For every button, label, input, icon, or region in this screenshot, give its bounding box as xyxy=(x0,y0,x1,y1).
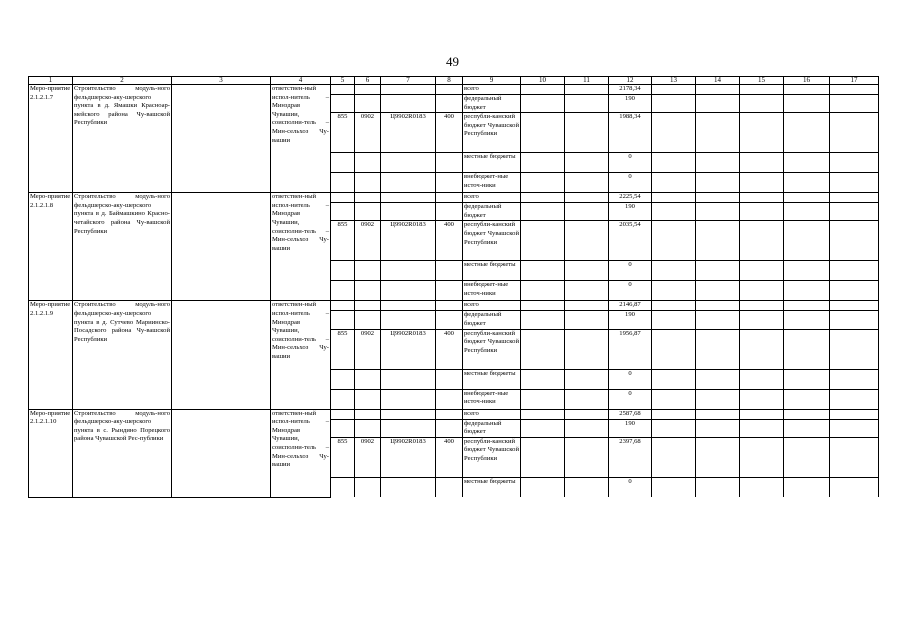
vr-code: 400 xyxy=(436,329,463,369)
empty-cell xyxy=(740,419,784,437)
empty-cell xyxy=(521,173,565,193)
budget-table xyxy=(28,76,879,498)
amount-value: 190 xyxy=(609,419,652,437)
page-number: 49 xyxy=(446,54,459,69)
executor: ответствен-ный испол-нитель – Минздрав Чувашии, соисполни-тель – Мин-сельхоз Чу-вашии xyxy=(271,85,331,193)
csr-code: Ц9902R0183 xyxy=(381,113,436,153)
empty-cell xyxy=(784,329,830,369)
empty-cell xyxy=(696,437,740,477)
amount-value: 190 xyxy=(609,311,652,329)
empty-cell xyxy=(652,369,696,389)
empty-cell xyxy=(331,281,355,301)
table-row xyxy=(29,85,879,95)
empty-cell xyxy=(565,193,609,203)
empty-cell xyxy=(830,419,879,437)
amount-value: 1956,87 xyxy=(609,329,652,369)
empty-cell xyxy=(830,477,879,497)
empty-cell xyxy=(436,193,463,203)
empty-cell xyxy=(652,311,696,329)
table-row xyxy=(29,193,879,203)
empty-cell xyxy=(521,301,565,311)
empty-cell xyxy=(521,409,565,419)
empty-cell xyxy=(652,203,696,221)
funding-source: местные бюджеты xyxy=(463,261,521,281)
column-header: 13 xyxy=(652,77,696,85)
funding-source: внебюджет-ные источ-ники xyxy=(463,173,521,193)
activity-id: Меро-приятие 2.1.2.1.10 xyxy=(29,409,73,497)
empty-cell xyxy=(830,281,879,301)
empty-cell xyxy=(436,419,463,437)
empty-cell xyxy=(355,203,381,221)
empty-cell xyxy=(331,409,355,419)
empty-cell xyxy=(355,281,381,301)
empty-cell xyxy=(565,203,609,221)
column-header: 8 xyxy=(436,77,463,85)
empty-cell xyxy=(652,409,696,419)
executor: ответствен-ный испол-нитель – Минздрав Чувашии, соисполни-тель – Мин-сельхоз Чу-вашии xyxy=(271,409,331,497)
empty-cell xyxy=(521,113,565,153)
empty-cell xyxy=(830,153,879,173)
empty-cell xyxy=(331,153,355,173)
funding-source: республи-канский бюджет Чувашской Республики xyxy=(463,221,521,261)
empty-cell xyxy=(830,301,879,311)
empty-cell xyxy=(436,85,463,95)
empty-cell xyxy=(740,193,784,203)
empty-cell xyxy=(784,153,830,173)
empty-cell xyxy=(355,153,381,173)
empty-cell xyxy=(381,419,436,437)
empty-cell xyxy=(652,329,696,369)
empty-cell xyxy=(696,193,740,203)
empty-cell xyxy=(331,173,355,193)
empty-cell xyxy=(521,437,565,477)
csr-code: Ц9902R0183 xyxy=(381,221,436,261)
funding-source: всего xyxy=(463,301,521,311)
empty-cell xyxy=(331,261,355,281)
empty-cell xyxy=(436,203,463,221)
empty-cell xyxy=(381,261,436,281)
activity-id: Меро-приятие 2.1.2.1.7 xyxy=(29,85,73,193)
vr-code: 400 xyxy=(436,221,463,261)
amount-value: 0 xyxy=(609,173,652,193)
empty-cell xyxy=(652,437,696,477)
empty-cell xyxy=(565,477,609,497)
empty-cell xyxy=(784,369,830,389)
funding-source: федеральный бюджет xyxy=(463,311,521,329)
empty-cell xyxy=(652,95,696,113)
empty-cell xyxy=(436,95,463,113)
amount-value: 2225,54 xyxy=(609,193,652,203)
column-header: 16 xyxy=(784,77,830,85)
empty-cell xyxy=(521,203,565,221)
empty-cell xyxy=(652,153,696,173)
empty-cell xyxy=(696,477,740,497)
funding-source: федеральный бюджет xyxy=(463,203,521,221)
executor: ответствен-ный испол-нитель – Минздрав Чувашии, соисполни-тель – Мин-сельхоз Чу-вашии xyxy=(271,193,331,301)
empty-cell xyxy=(521,281,565,301)
empty-cell xyxy=(696,221,740,261)
empty-cell xyxy=(331,389,355,409)
header-row xyxy=(29,77,879,85)
table-row xyxy=(29,301,879,311)
empty-cell xyxy=(355,95,381,113)
empty-cell xyxy=(652,301,696,311)
empty-cell xyxy=(436,477,463,497)
amount-value: 1988,34 xyxy=(609,113,652,153)
column-header: 9 xyxy=(463,77,521,85)
empty-cell xyxy=(172,193,271,301)
empty-cell xyxy=(355,477,381,497)
empty-cell xyxy=(521,193,565,203)
empty-cell xyxy=(436,409,463,419)
funding-source: федеральный бюджет xyxy=(463,95,521,113)
empty-cell xyxy=(784,95,830,113)
empty-cell xyxy=(331,477,355,497)
empty-cell xyxy=(784,477,830,497)
empty-cell xyxy=(521,389,565,409)
empty-cell xyxy=(740,301,784,311)
activity-name: Строительство модуль-ного фельдшерско-аку-шерского пункта в д. Сутчево Мариинско-Посадского района Чу-вашской Республики xyxy=(73,301,172,409)
column-header: 6 xyxy=(355,77,381,85)
column-header: 15 xyxy=(740,77,784,85)
empty-cell xyxy=(565,153,609,173)
empty-cell xyxy=(565,113,609,153)
grbs-code: 855 xyxy=(331,329,355,369)
empty-cell xyxy=(696,95,740,113)
empty-cell xyxy=(436,301,463,311)
amount-value: 190 xyxy=(609,203,652,221)
empty-cell xyxy=(436,369,463,389)
empty-cell xyxy=(355,409,381,419)
empty-cell xyxy=(740,173,784,193)
empty-cell xyxy=(172,85,271,193)
empty-cell xyxy=(355,389,381,409)
empty-cell xyxy=(381,369,436,389)
empty-cell xyxy=(696,301,740,311)
vr-code: 400 xyxy=(436,113,463,153)
empty-cell xyxy=(830,173,879,193)
empty-cell xyxy=(381,311,436,329)
empty-cell xyxy=(521,85,565,95)
empty-cell xyxy=(784,301,830,311)
empty-cell xyxy=(696,261,740,281)
funding-source: республи-канский бюджет Чувашской Республики xyxy=(463,329,521,369)
empty-cell xyxy=(696,281,740,301)
empty-cell xyxy=(740,203,784,221)
rzpr-code: 0902 xyxy=(355,437,381,477)
empty-cell xyxy=(784,389,830,409)
column-header: 11 xyxy=(565,77,609,85)
empty-cell xyxy=(784,85,830,95)
empty-cell xyxy=(652,261,696,281)
empty-cell xyxy=(830,389,879,409)
empty-cell xyxy=(784,261,830,281)
rzpr-code: 0902 xyxy=(355,329,381,369)
amount-value: 0 xyxy=(609,477,652,497)
empty-cell xyxy=(740,329,784,369)
empty-cell xyxy=(436,389,463,409)
table-row xyxy=(29,409,879,419)
empty-cell xyxy=(740,113,784,153)
empty-cell xyxy=(740,153,784,173)
empty-cell xyxy=(565,281,609,301)
column-header: 14 xyxy=(696,77,740,85)
empty-cell xyxy=(331,203,355,221)
amount-value: 0 xyxy=(609,369,652,389)
amount-value: 2035,54 xyxy=(609,221,652,261)
empty-cell xyxy=(652,173,696,193)
empty-cell xyxy=(521,221,565,261)
empty-cell xyxy=(830,95,879,113)
empty-cell xyxy=(521,95,565,113)
empty-cell xyxy=(784,409,830,419)
empty-cell xyxy=(652,389,696,409)
activity-name: Строительство модуль-ного фельдшерско-аку-шерского пункта в д. Ямашки Красноар-мейского района Чу-вашской Республики xyxy=(73,85,172,193)
empty-cell xyxy=(652,477,696,497)
empty-cell xyxy=(565,221,609,261)
empty-cell xyxy=(331,95,355,113)
empty-cell xyxy=(565,311,609,329)
vr-code: 400 xyxy=(436,437,463,477)
empty-cell xyxy=(740,369,784,389)
empty-cell xyxy=(652,419,696,437)
amount-value: 0 xyxy=(609,281,652,301)
empty-cell xyxy=(355,261,381,281)
empty-cell xyxy=(436,261,463,281)
empty-cell xyxy=(521,419,565,437)
empty-cell xyxy=(740,311,784,329)
empty-cell xyxy=(355,301,381,311)
grbs-code: 855 xyxy=(331,221,355,261)
empty-cell xyxy=(381,85,436,95)
empty-cell xyxy=(740,95,784,113)
rzpr-code: 0902 xyxy=(355,221,381,261)
funding-source: всего xyxy=(463,193,521,203)
empty-cell xyxy=(784,281,830,301)
empty-cell xyxy=(436,153,463,173)
funding-source: республи-канский бюджет Чувашской Республики xyxy=(463,437,521,477)
activity-id: Меро-приятие 2.1.2.1.9 xyxy=(29,301,73,409)
empty-cell xyxy=(381,95,436,113)
column-header: 7 xyxy=(381,77,436,85)
empty-cell xyxy=(652,193,696,203)
empty-cell xyxy=(172,409,271,497)
activity-name: Строительство модуль-ного фельдшерско-аку-шерского пункта в д. Баймашкино Красно-четайского района Чу-вашской Республики xyxy=(73,193,172,301)
empty-cell xyxy=(652,221,696,261)
empty-cell xyxy=(830,193,879,203)
column-header: 2 xyxy=(73,77,172,85)
empty-cell xyxy=(784,113,830,153)
column-header: 12 xyxy=(609,77,652,85)
activity-id: Меро-приятие 2.1.2.1.8 xyxy=(29,193,73,301)
empty-cell xyxy=(740,409,784,419)
empty-cell xyxy=(830,409,879,419)
empty-cell xyxy=(652,113,696,153)
empty-cell xyxy=(565,301,609,311)
empty-cell xyxy=(784,419,830,437)
empty-cell xyxy=(436,311,463,329)
funding-source: всего xyxy=(463,85,521,95)
empty-cell xyxy=(740,281,784,301)
empty-cell xyxy=(565,437,609,477)
empty-cell xyxy=(565,419,609,437)
empty-cell xyxy=(696,329,740,369)
empty-cell xyxy=(696,153,740,173)
empty-cell xyxy=(565,95,609,113)
empty-cell xyxy=(381,281,436,301)
empty-cell xyxy=(652,85,696,95)
rzpr-code: 0902 xyxy=(355,113,381,153)
empty-cell xyxy=(830,329,879,369)
empty-cell xyxy=(652,281,696,301)
funding-source: местные бюджеты xyxy=(463,477,521,497)
empty-cell xyxy=(830,221,879,261)
empty-cell xyxy=(784,311,830,329)
amount-value: 2146,87 xyxy=(609,301,652,311)
amount-value: 2397,68 xyxy=(609,437,652,477)
empty-cell xyxy=(784,203,830,221)
empty-cell xyxy=(565,261,609,281)
empty-cell xyxy=(521,261,565,281)
funding-source: местные бюджеты xyxy=(463,153,521,173)
empty-cell xyxy=(784,221,830,261)
funding-source: республи-канский бюджет Чувашской Республики xyxy=(463,113,521,153)
empty-cell xyxy=(740,221,784,261)
empty-cell xyxy=(696,419,740,437)
csr-code: Ц9902R0183 xyxy=(381,437,436,477)
grbs-code: 855 xyxy=(331,113,355,153)
empty-cell xyxy=(355,173,381,193)
empty-cell xyxy=(830,113,879,153)
empty-cell xyxy=(436,173,463,193)
empty-cell xyxy=(331,85,355,95)
amount-value: 0 xyxy=(609,389,652,409)
empty-cell xyxy=(830,369,879,389)
empty-cell xyxy=(830,203,879,221)
column-header: 4 xyxy=(271,77,331,85)
empty-cell xyxy=(381,477,436,497)
empty-cell xyxy=(381,193,436,203)
executor: ответствен-ный испол-нитель – Минздрав Чувашии, соисполни-тель – Мин-сельхоз Чу-вашии xyxy=(271,301,331,409)
empty-cell xyxy=(355,85,381,95)
empty-cell xyxy=(331,311,355,329)
empty-cell xyxy=(521,477,565,497)
empty-cell xyxy=(565,85,609,95)
amount-value: 190 xyxy=(609,95,652,113)
empty-cell xyxy=(696,409,740,419)
empty-cell xyxy=(830,311,879,329)
empty-cell xyxy=(565,329,609,369)
empty-cell xyxy=(565,173,609,193)
empty-cell xyxy=(784,193,830,203)
activity-name: Строительство модуль-ного фельдшерско-аку-шерского пункта в с. Рындино Порецкого района Чувашской Рес-публики xyxy=(73,409,172,497)
empty-cell xyxy=(740,389,784,409)
amount-value: 2178,34 xyxy=(609,85,652,95)
empty-cell xyxy=(830,261,879,281)
empty-cell xyxy=(521,311,565,329)
empty-cell xyxy=(830,85,879,95)
empty-cell xyxy=(696,389,740,409)
empty-cell xyxy=(331,193,355,203)
empty-cell xyxy=(521,153,565,173)
csr-code: Ц9902R0183 xyxy=(381,329,436,369)
empty-cell xyxy=(740,85,784,95)
empty-cell xyxy=(381,153,436,173)
amount-value: 2587,68 xyxy=(609,409,652,419)
empty-cell xyxy=(521,329,565,369)
amount-value: 0 xyxy=(609,153,652,173)
empty-cell xyxy=(355,369,381,389)
empty-cell xyxy=(521,369,565,389)
empty-cell xyxy=(696,311,740,329)
empty-cell xyxy=(696,85,740,95)
empty-cell xyxy=(696,203,740,221)
empty-cell xyxy=(830,437,879,477)
empty-cell xyxy=(331,369,355,389)
empty-cell xyxy=(784,173,830,193)
column-header: 10 xyxy=(521,77,565,85)
empty-cell xyxy=(331,301,355,311)
empty-cell xyxy=(696,173,740,193)
funding-source: всего xyxy=(463,409,521,419)
amount-value: 0 xyxy=(609,261,652,281)
funding-source: федеральный бюджет xyxy=(463,419,521,437)
empty-cell xyxy=(172,301,271,409)
empty-cell xyxy=(436,281,463,301)
empty-cell xyxy=(740,437,784,477)
empty-cell xyxy=(740,261,784,281)
empty-cell xyxy=(696,369,740,389)
empty-cell xyxy=(565,369,609,389)
empty-cell xyxy=(355,419,381,437)
grbs-code: 855 xyxy=(331,437,355,477)
empty-cell xyxy=(565,409,609,419)
empty-cell xyxy=(381,203,436,221)
empty-cell xyxy=(740,477,784,497)
column-header: 5 xyxy=(331,77,355,85)
empty-cell xyxy=(331,419,355,437)
empty-cell xyxy=(381,409,436,419)
column-header: 1 xyxy=(29,77,73,85)
funding-source: внебюджет-ные источ-ники xyxy=(463,281,521,301)
empty-cell xyxy=(381,389,436,409)
empty-cell xyxy=(565,389,609,409)
column-header: 17 xyxy=(830,77,879,85)
funding-source: местные бюджеты xyxy=(463,369,521,389)
empty-cell xyxy=(381,173,436,193)
empty-cell xyxy=(784,437,830,477)
empty-cell xyxy=(355,311,381,329)
empty-cell xyxy=(355,193,381,203)
empty-cell xyxy=(381,301,436,311)
funding-source: внебюджет-ные источ-ники xyxy=(463,389,521,409)
column-header: 3 xyxy=(172,77,271,85)
empty-cell xyxy=(696,113,740,153)
